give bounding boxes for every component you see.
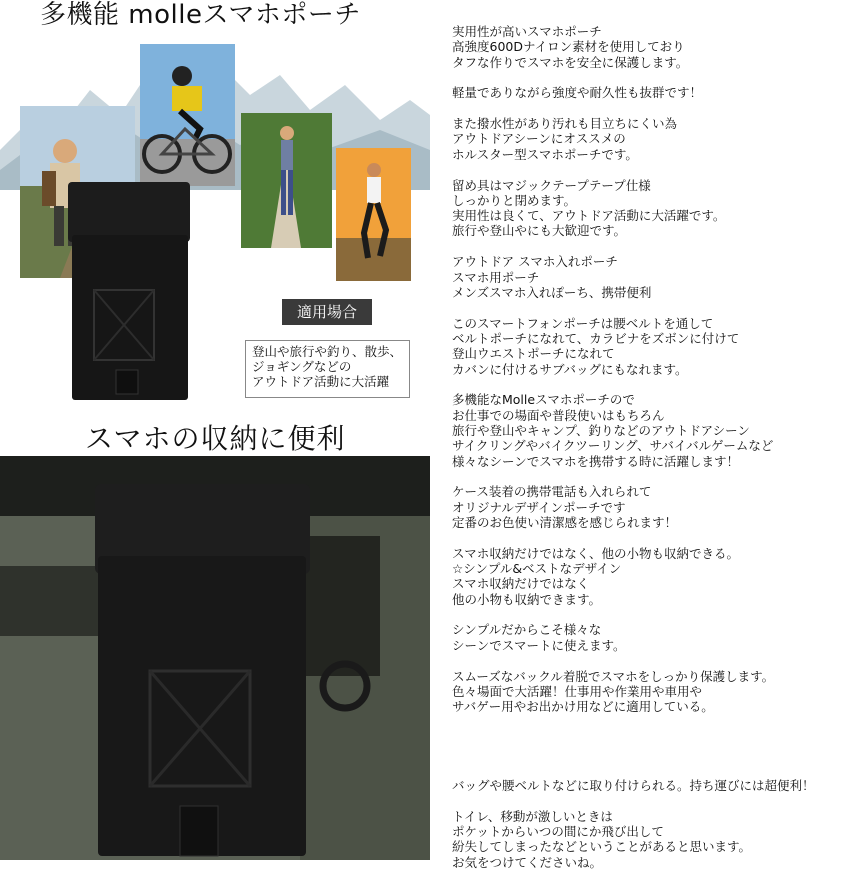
description-line: スムーズなバックル着脱でスマホをしっかり保護します。 — [452, 668, 775, 684]
description-line: 多機能なMolleスマホポーチので — [452, 392, 635, 408]
description-line: このスマートフォンポーチは腰ベルトを通して — [452, 315, 714, 331]
product-image-panel — [0, 0, 430, 860]
description-line: ホルスター型スマホポーチです。 — [452, 146, 638, 162]
description-paragraph — [452, 178, 852, 239]
cyclist-photo — [140, 44, 235, 186]
description-line: タフな作りでスマホを安全に保護します。 — [452, 54, 689, 70]
description-paragraph — [452, 484, 852, 530]
description-paragraph — [452, 392, 852, 468]
description-line: スマホ収納だけではなく — [452, 576, 590, 592]
description-line: ☆シンプル&ベストなデザイン — [452, 561, 622, 577]
description-paragraph — [452, 254, 852, 300]
usage-line: 登山や旅行や釣り、散歩、 — [252, 344, 403, 359]
description-line: 旅行や登山やにも大歓迎です。 — [452, 223, 627, 239]
description-line: カバンに付けるサブバッグにもなれます。 — [452, 361, 688, 377]
description-line: 実用性が高いスマホポーチ — [452, 24, 602, 39]
description-paragraph — [452, 809, 852, 870]
description-line: アウトドア スマホ入れポーチ — [452, 254, 618, 270]
description-paragraph — [452, 546, 852, 607]
description-line: アウトドアシーンにオススメの — [452, 131, 626, 147]
description-line: バッグや腰ベルトなどに取り付けられる。持ち運びには超便利！ — [452, 777, 815, 793]
product-description — [452, 24, 852, 885]
usage-line: ジョギングなどの — [252, 359, 352, 374]
description-line: サイクリングやバイクツーリング、サバイバルゲームなど — [452, 438, 774, 454]
description-line: 様々なシーンでスマホを携帯する時に活躍します！ — [452, 453, 740, 469]
description-line: メンズスマホ入れぽーち、携帯便利 — [452, 284, 652, 300]
pouch-on-belt-photo — [0, 456, 430, 860]
description-line: サバゲー用やお出かけ用などに適用している。 — [452, 699, 714, 715]
description-line: お仕事での場面や普段使いはもちろん — [452, 407, 665, 423]
description-line: シーンでスマートに使えます。 — [452, 637, 626, 653]
description-line: シンプルだからこそ様々な — [452, 622, 602, 638]
description-line: 留め具はマジックテープテープ仕様 — [452, 177, 651, 193]
description-line: また撥水性があり汚れも目立ちにくい為 — [452, 116, 678, 132]
description-paragraph — [452, 116, 852, 162]
description-paragraph — [452, 778, 852, 793]
description-paragraph — [452, 622, 852, 653]
spacer — [452, 730, 852, 778]
description-line: 旅行や登山やキャンプ、釣りなどのアウトドアシーン — [452, 422, 750, 438]
description-line: ベルトポーチになれて、カラビナをズボンに付けて — [452, 330, 740, 346]
description-line: 他の小物も収納できます。 — [452, 591, 602, 607]
description-line: ポケットからいつの間にか飛び出して — [452, 823, 664, 839]
description-line: 色々場面で大活躍！仕事用や作業用や車用や — [452, 683, 703, 699]
description-line: 高強度600Dナイロン素材を使用しており — [452, 39, 685, 55]
description-paragraph — [452, 24, 852, 70]
description-paragraph — [452, 85, 852, 100]
storage-headline: スマホの収納に便利 — [85, 422, 346, 455]
description-line: 軽量でありながら強度や耐久性も抜群です！ — [452, 85, 703, 101]
description-paragraph — [452, 669, 852, 715]
walker-photo — [241, 113, 332, 248]
usage-description-box — [245, 340, 410, 398]
description-line: トイレ、移動が激しいときは — [452, 808, 613, 824]
description-line: ケース装着の携帯電話も入れられて — [452, 484, 652, 500]
usage-badge: 適用場合 — [282, 299, 372, 325]
description-line: 紛失してしまったなどということがあると思います。 — [452, 839, 752, 855]
description-paragraph — [452, 316, 852, 377]
description-line: スマホ用ポーチ — [452, 269, 540, 285]
pouch-product-image — [60, 180, 195, 405]
description-line: オリジナルデザインポーチです — [452, 499, 626, 515]
description-line: 登山ウエストポーチになれて — [452, 346, 615, 362]
product-title: 多機能 molleスマホポーチ — [40, 0, 361, 30]
description-line: お気をつけてくださいね。 — [452, 854, 603, 870]
description-line: スマホ収納だけではなく、他の小物も収納できる。 — [452, 545, 740, 561]
usage-line: アウトドア活動に大活躍 — [252, 374, 390, 389]
description-line: 定番のお色使い清潔感を感じられます！ — [452, 514, 678, 530]
description-line: しっかりと閉めます。 — [452, 192, 577, 208]
description-line: 実用性は良くて、アウトドア活動に大活躍です。 — [452, 208, 726, 224]
runner-photo — [336, 148, 411, 281]
